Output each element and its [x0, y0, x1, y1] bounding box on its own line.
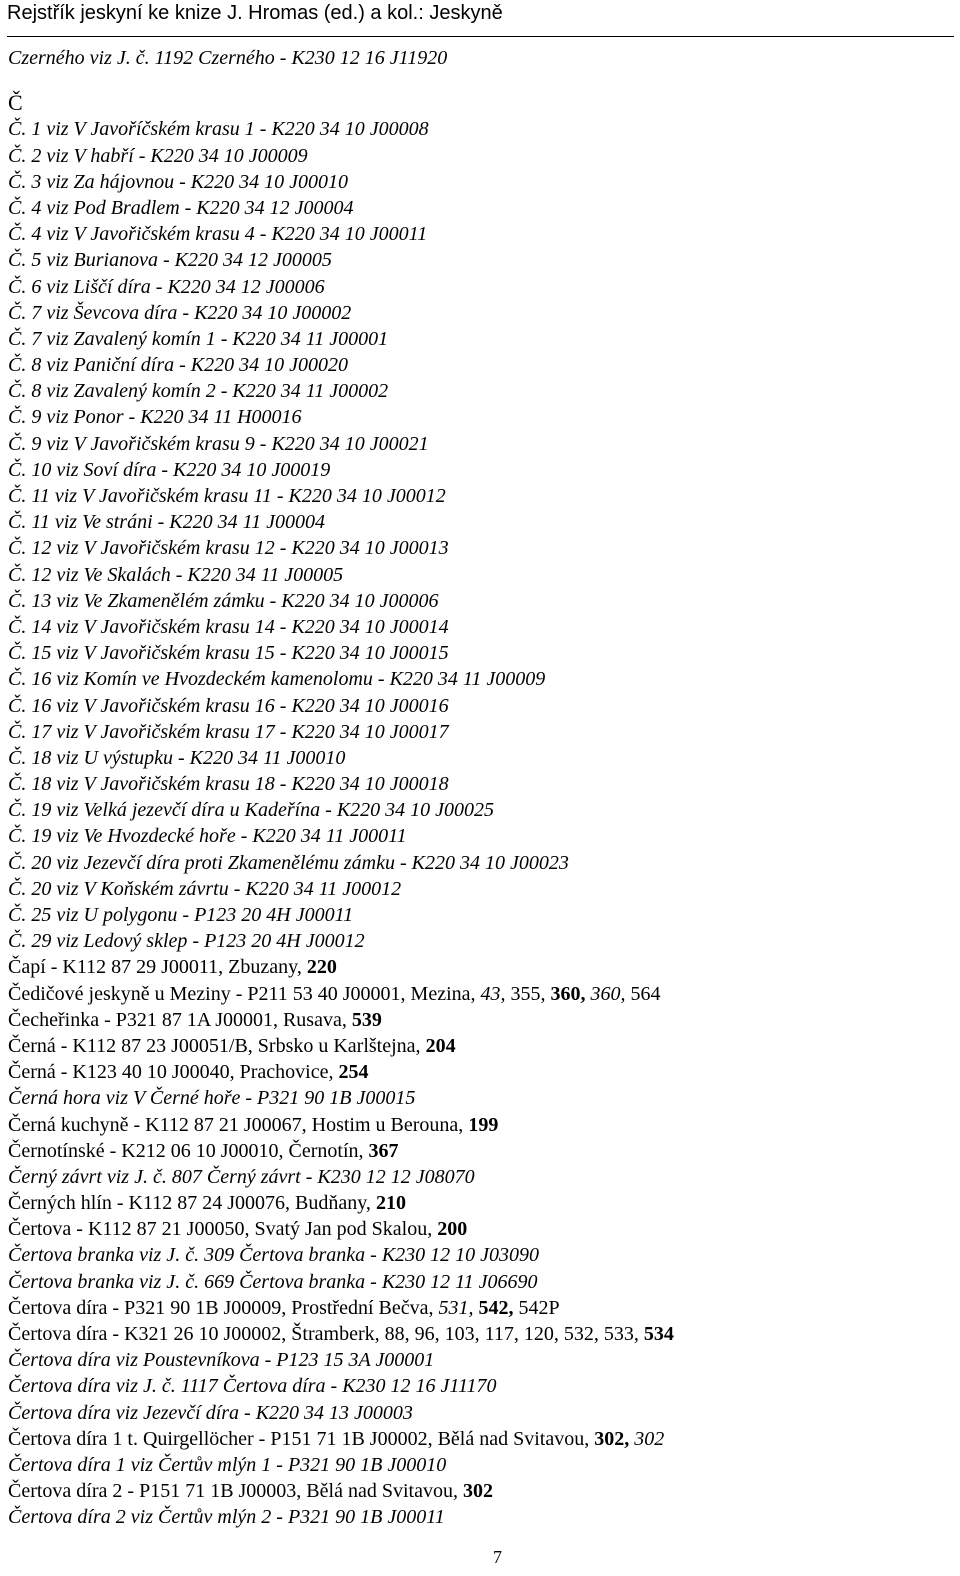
index-entry [8, 562, 953, 588]
entry-segment: Čertova díra viz Jezevčí díra - K220 34 13 J00003 [8, 1401, 413, 1424]
index-entry [8, 169, 953, 195]
entry-segment: Č. 20 viz V Koňském závrtu - K220 34 11 J00012 [8, 877, 402, 900]
index-entry [8, 378, 953, 404]
entry-segment: Č. 4 viz V Javořičském krasu 4 - K220 34 10 J00011 [8, 223, 428, 246]
entry-segment: 360, [550, 982, 586, 1005]
entry-segment: 539 [351, 1008, 382, 1031]
entry-segment: Čertova díra - P321 90 1B J00009, Prostřední Bečva, [8, 1296, 439, 1319]
entry-segment: 199 [468, 1113, 499, 1136]
index-entry [8, 1059, 953, 1085]
entry-segment: Čertova díra viz J. č. 1117 Čertova díra - K230 12 16 J11170 [8, 1375, 497, 1398]
entry-segment: Černotínské - K212 06 10 J00010, Černotín, [8, 1139, 369, 1162]
index-entry [8, 954, 953, 980]
entry-segment: Černá - K123 40 10 J00040, Prachovice, [8, 1061, 339, 1084]
entry-segment: Čertova díra 2 - P151 71 1B J00003, Bělá nad Svitavou, [8, 1480, 463, 1503]
index-entry [8, 771, 953, 797]
entry-segment: Č. 9 viz Ponor - K220 34 11 H00016 [8, 406, 302, 429]
entry-segment: Černých hlín - K112 87 24 J00076, Budňany, [8, 1192, 376, 1215]
entry-segment: Č. 6 viz Liščí díra - K220 34 12 J00006 [8, 275, 325, 298]
entry-segment: 200 [437, 1218, 468, 1241]
entry-segment: 254 [338, 1061, 369, 1084]
page-header [7, 2, 954, 37]
index-entry [8, 719, 953, 745]
index-entry [8, 431, 953, 457]
index-entry [8, 90, 953, 116]
index-entry [8, 1190, 953, 1216]
index-entry [8, 823, 953, 849]
index-entry [8, 666, 953, 692]
entry-segment: Č. 2 viz V habří - K220 34 10 J00009 [8, 144, 308, 167]
entry-segment: 302 [634, 1427, 665, 1450]
entry-segment: Čapí - K112 87 29 J00011, Zbuzany, [8, 956, 307, 979]
entry-segment: Čecheřinka - P321 87 1A J00001, Rusava, [8, 1008, 352, 1031]
entry-segment: Čedičové jeskyně u Meziny - P211 53 40 J00001, Mezina, [8, 982, 481, 1005]
entry-segment: Čertova díra 1 viz Čertův mlýn 1 - P321 90 1B J00010 [8, 1453, 447, 1476]
index-entry [8, 797, 953, 823]
index-entry [8, 1504, 953, 1530]
header-title: Rejstřík jeskyní ke knize J. Hromas (ed.) a kol.: Jeskyně [7, 2, 503, 24]
entry-segment: Č. 5 viz Burianova - K220 34 12 J00005 [8, 249, 332, 272]
entry-segment: Č. 1 viz V Javoříčském krasu 1 - K220 34 10 J00008 [8, 118, 429, 141]
entry-segment: 564 [625, 982, 661, 1005]
index-entry [8, 850, 953, 876]
index-entry [8, 1007, 953, 1033]
entry-segment: 531, [438, 1296, 474, 1319]
index-entry [8, 1085, 953, 1111]
index-entry [8, 509, 953, 535]
entry-segment: Černý závrt viz J. č. 807 Černý závrt - K230 12 12 J08070 [8, 1165, 475, 1188]
entry-segment: 355, [505, 982, 551, 1005]
entry-segment: Czerného viz J. č. 1192 Czerného - K230 12 16 J11920 [8, 47, 448, 69]
entry-segment: Č. 7 viz Ševcova díra - K220 34 10 J00002 [8, 301, 352, 324]
entry-segment: Č. 25 viz U polygonu - P123 20 4H J00011 [8, 904, 354, 926]
index-entry [8, 1426, 953, 1452]
entry-segment: Čertova - K112 87 21 J00050, Svatý Jan pod Skalou, [8, 1218, 438, 1241]
index-entry [8, 483, 953, 509]
entry-segment: 360, [590, 982, 626, 1005]
index-entry [8, 274, 953, 300]
index-entry [8, 1400, 953, 1426]
entry-segment: Č. 7 viz Zavalený komín 1 - K220 34 11 J00001 [8, 327, 389, 350]
entry-segment: 220 [306, 956, 337, 979]
entry-segment: Čertova díra 2 viz Čertův mlýn 2 - P321 90 1B J00011 [8, 1506, 445, 1529]
entry-segment: 534 [643, 1323, 674, 1345]
entry-segment: 542, [478, 1296, 514, 1319]
entry-segment: Č. 20 viz Jezevčí díra proti Zkamenělému zámku - K220 34 10 J00023 [8, 851, 569, 874]
entry-segment: 43, [480, 982, 506, 1005]
entry-segment: Č. 17 viz V Javořičském krasu 17 - K220 34 10 J00017 [8, 720, 449, 743]
index-entry [8, 300, 953, 326]
index-entry [8, 1216, 953, 1242]
index-entry [8, 876, 953, 902]
index-entry [8, 1138, 953, 1164]
entry-segment: Č. 14 viz V Javořičském krasu 14 - K220 34 10 J00014 [8, 615, 449, 638]
index-entry [8, 928, 953, 954]
entry-segment: Č. 12 viz V Javořičském krasu 12 - K220 34 10 J00013 [8, 537, 449, 560]
index-entry [8, 45, 953, 71]
entry-segment: Č. 29 viz Ledový sklep - P123 20 4H J00012 [8, 930, 365, 953]
entry-segment: 302, [594, 1427, 630, 1450]
entry-segment: Č. 13 viz Ve Zkamenělém zámku - K220 34 10 J00006 [8, 589, 439, 612]
index-entry [8, 1478, 953, 1504]
index-entry [8, 640, 953, 666]
entry-segment: Č. 19 viz Ve Hvozdecké hoře - K220 34 11 J00011 [8, 825, 407, 848]
index-entry [8, 352, 953, 378]
entry-segment: Č [8, 90, 23, 116]
index-entry [8, 1347, 953, 1373]
index-entry [8, 693, 953, 719]
page-number: 7 [493, 1547, 502, 1567]
entry-segment: Č. 12 viz Ve Skalách - K220 34 11 J00005 [8, 563, 344, 586]
entry-segment: Č. 16 viz V Javořičském krasu 16 - K220 34 10 J00016 [8, 694, 449, 717]
entry-segment: Č. 10 viz Soví díra - K220 34 10 J00019 [8, 458, 331, 481]
index-entry [8, 535, 953, 561]
entry-segment: Č. 19 viz Velká jezevčí díra u Kadeřína - K220 34 10 J00025 [8, 799, 495, 822]
entry-segment: 542P [513, 1296, 560, 1319]
entry-segment: 210 [375, 1192, 406, 1215]
entry-segment: Č. 11 viz Ve stráni - K220 34 11 J00004 [8, 511, 326, 534]
index-entry [8, 1295, 953, 1321]
index-entry [8, 902, 953, 928]
index-entry [8, 247, 953, 273]
index-entry [8, 1242, 953, 1268]
index-entry [8, 1321, 953, 1347]
entry-segment: Černá hora viz V Černé hoře - P321 90 1B J00015 [8, 1087, 416, 1110]
entry-segment: Čertova branka viz J. č. 309 Čertova branka - K230 12 10 J03090 [8, 1244, 540, 1267]
entry-segment: Č. 18 viz V Javořičském krasu 18 - K220 34 10 J00018 [8, 773, 449, 796]
entry-segment: 204 [425, 1034, 456, 1057]
index-entry [8, 404, 953, 430]
entry-segment: 302 [462, 1480, 493, 1503]
entry-segment: Čertova díra viz Poustevníkova - P123 15 3A J00001 [8, 1349, 435, 1372]
entry-segment: Č. 16 viz Komín ve Hvozdeckém kamenolomu - K220 34 11 J00009 [8, 668, 546, 691]
entry-segment: Č. 3 viz Za hájovnou - K220 34 10 J00010 [8, 170, 348, 193]
index-entry [8, 143, 953, 169]
entry-segment: Čertova branka viz J. č. 669 Čertova branka - K230 12 11 J06690 [8, 1270, 538, 1293]
index-entry [8, 745, 953, 771]
index-entry [8, 981, 953, 1007]
index-entry [8, 588, 953, 614]
entry-segment: Čertova díra - K321 26 10 J00002, Štramberk, 88, 96, 103, 117, 120, 532, 533, [8, 1323, 644, 1345]
entry-segment: Čertova díra 1 t. Quirgellöcher - P151 71 1B J00002, Bělá nad Svitavou, [8, 1427, 595, 1450]
entry-segment: Č. 4 viz Pod Bradlem - K220 34 12 J00004 [8, 196, 354, 219]
entry-segment: 367 [368, 1139, 399, 1162]
index-entry [8, 457, 953, 483]
index-entry [8, 614, 953, 640]
entry-segment: Č. 18 viz U výstupku - K220 34 11 J00010 [8, 746, 346, 769]
index-entry [8, 221, 953, 247]
index-entry [8, 1112, 953, 1138]
entry-segment: Černá kuchyně - K112 87 21 J00067, Hostim u Berouna, [8, 1113, 469, 1136]
entry-segment: Č. 9 viz V Javořičském krasu 9 - K220 34 10 J00021 [8, 432, 429, 455]
index-entry [8, 1373, 953, 1399]
entry-segment: Č. 15 viz V Javořičském krasu 15 - K220 34 10 J00015 [8, 642, 449, 665]
entry-segment: Č. 8 viz Zavalený komín 2 - K220 34 11 J00002 [8, 380, 389, 403]
index-entry [8, 1269, 953, 1295]
entry-segment: Č. 8 viz Paniční díra - K220 34 10 J00020 [8, 354, 348, 377]
index-entry [8, 116, 953, 142]
entry-segment: Černá - K112 87 23 J00051/B, Srbsko u Karlštejna, [8, 1034, 426, 1057]
index-entry [8, 1033, 953, 1059]
entry-segment: Č. 11 viz V Javořičském krasu 11 - K220 34 10 J00012 [8, 485, 446, 507]
index-entry [8, 1452, 953, 1478]
index-entry [8, 326, 953, 352]
index-entry [8, 195, 953, 221]
index-entry [8, 1164, 953, 1190]
index-entries-list [8, 45, 953, 1531]
